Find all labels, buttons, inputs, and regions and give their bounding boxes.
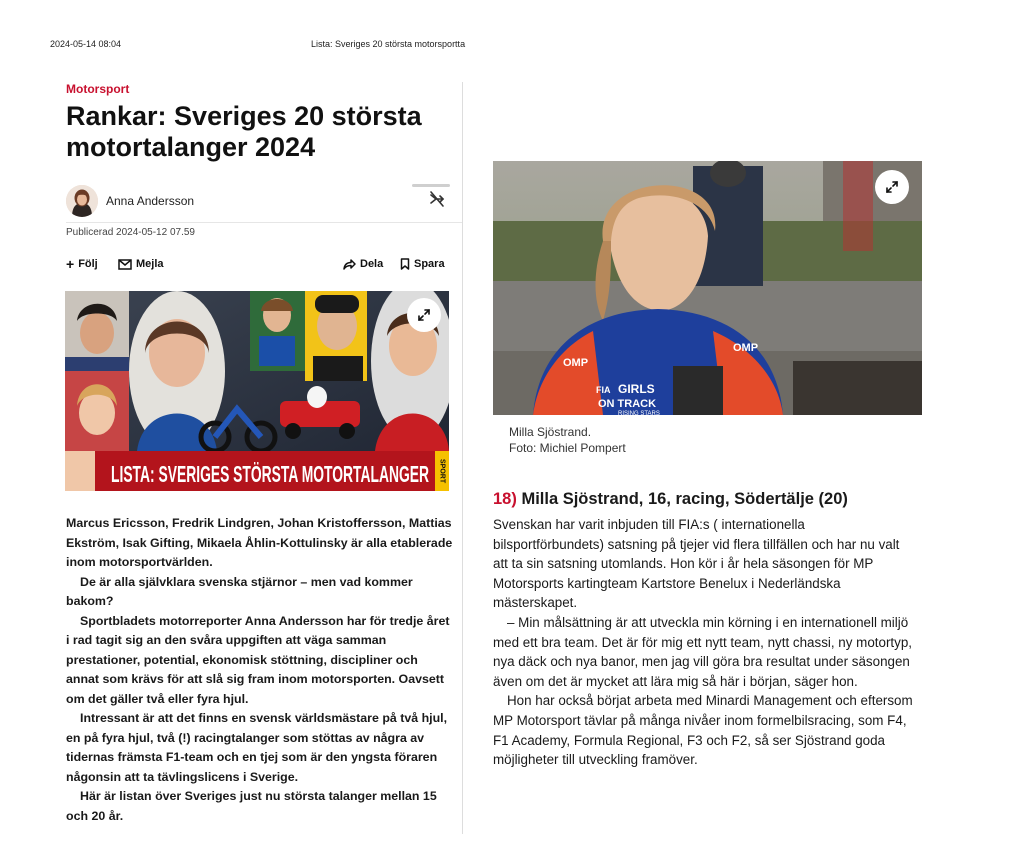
category-label[interactable]: Motorsport [66,82,130,96]
expand-image-button[interactable] [407,298,441,332]
suit-brand-right: OMP [733,342,759,354]
intro-paragraph: De är alla självklara svenska stjärnor – men vad kommer bakom? [66,574,413,608]
column-divider [462,82,463,834]
author-avatar[interactable] [66,185,98,217]
save-label: Spara [414,258,445,270]
suit-text-line2: ON TRACK [598,398,657,410]
article-intro [66,514,454,826]
caption-text: Milla Sjöstrand. [509,425,592,439]
photo-credit: Foto: Michiel Pompert [509,441,626,455]
plus-icon: + [66,255,75,272]
bookmark-icon [400,258,410,270]
intro-paragraph: Intressant är att det finns en svensk världsmästare på två hjul, en på fyra hjul, två (!) racingtalanger som stöttas av några av tidernas främsta F1-team och en tjej som är den yngsta föraren någonsin att ta tävlingslicens i Sverige. [66,711,448,784]
suit-text-line3: RISING STARS [618,411,660,415]
entry-body [493,515,913,770]
entry-paragraph: – Min målsättning är att utveckla min körning i en internationell miljö med ett bra team. Det är för mig ett nytt team, nytt chassi, ny motortyp, nya däck och nya banor, men jag vill göra bra resultat under säsongen även om det är mycket att lära mig så här i början, säger hon. [493,614,912,689]
follow-label: Följ [78,258,98,270]
entry-paragraph: Svenskan har varit inbjuden till FIA:s ( internationella bilsportförbundets) satsning på tjejer vid flera tillfällen och har nu valt att ta sin satsning utomlands. Hon kör i år hela säsongen för MP Motorsports kartingteam Kartstore Benelux i Nederländska mästerskapet. [493,517,900,611]
photo-caption [509,424,626,456]
hero-banner-text: LISTA: SVERIGES STÖRSTA MOTORTALANGER [111,461,430,487]
mail-icon [118,259,132,270]
entry-heading [493,490,848,509]
entry-paragraph: Hon har också börjat arbeta med Minardi Management och eftersom MP Motorsport tävlar på många nivåer inom formelbilsracing, som F4, F1 Academy, Formula Regional, F3 och F2, så ser Sjöstrand goda möjligheter till utveckling framöver. [493,693,913,768]
hero-banner-side-label: SPORT [438,459,446,484]
author-separator [66,222,462,223]
author-name[interactable]: Anna Andersson [106,194,195,208]
share-button[interactable] [343,258,383,270]
expand-icon [417,308,431,322]
mail-button[interactable] [118,258,164,270]
print-page-title: Lista: Sveriges 20 största motorsportta [311,39,466,49]
suit-text-line1: GIRLS [618,382,655,396]
article-headline: Rankar: Sveriges 20 största motortalanger 2024 [66,101,422,162]
intro-paragraph: Marcus Ericsson, Fredrik Lindgren, Johan Kristoffersson, Mattias Ekström, Isak Gifting, Mikaela Åhlin-Kottulinsky är alla etablerade inom motorsportvärlden. [66,516,453,569]
intro-paragraph: Sportbladets motorreporter Anna Andersson har för tredje året i rad tagit sig an den svåra uppgiften att väga samman prestationer, potential, ekonomisk stöttning, discipliner och annat som krävs för att slå sig fram inom motorsporten. Oavsett om det gäller två eller fyra hjul. [66,613,450,706]
entry-title: Milla Sjöstrand, 16, racing, Södertälje (20) [521,490,848,508]
expand-icon [885,180,899,194]
share-icon [343,259,356,270]
expand-photo-button[interactable] [875,170,909,204]
hero-collage-image[interactable] [65,291,449,491]
published-date: Publicerad 2024-05-12 07.59 [66,227,195,238]
save-button[interactable] [400,258,445,270]
print-timestamp: 2024-05-14 08:04 [50,39,122,49]
share-label: Dela [360,258,384,270]
suit-brand-left: OMP [563,357,589,369]
mail-label: Mejla [136,258,164,270]
follow-button[interactable] [66,255,98,272]
suit-badge: FIA [596,385,611,395]
intro-paragraph: Här är listan över Sveriges just nu största talanger mellan 15 och 20 år. [66,789,437,823]
entry-rank: 18) [493,490,517,508]
driver-photo[interactable] [493,161,922,415]
share-off-icon[interactable] [428,190,446,208]
toolbar-handle [412,184,450,187]
